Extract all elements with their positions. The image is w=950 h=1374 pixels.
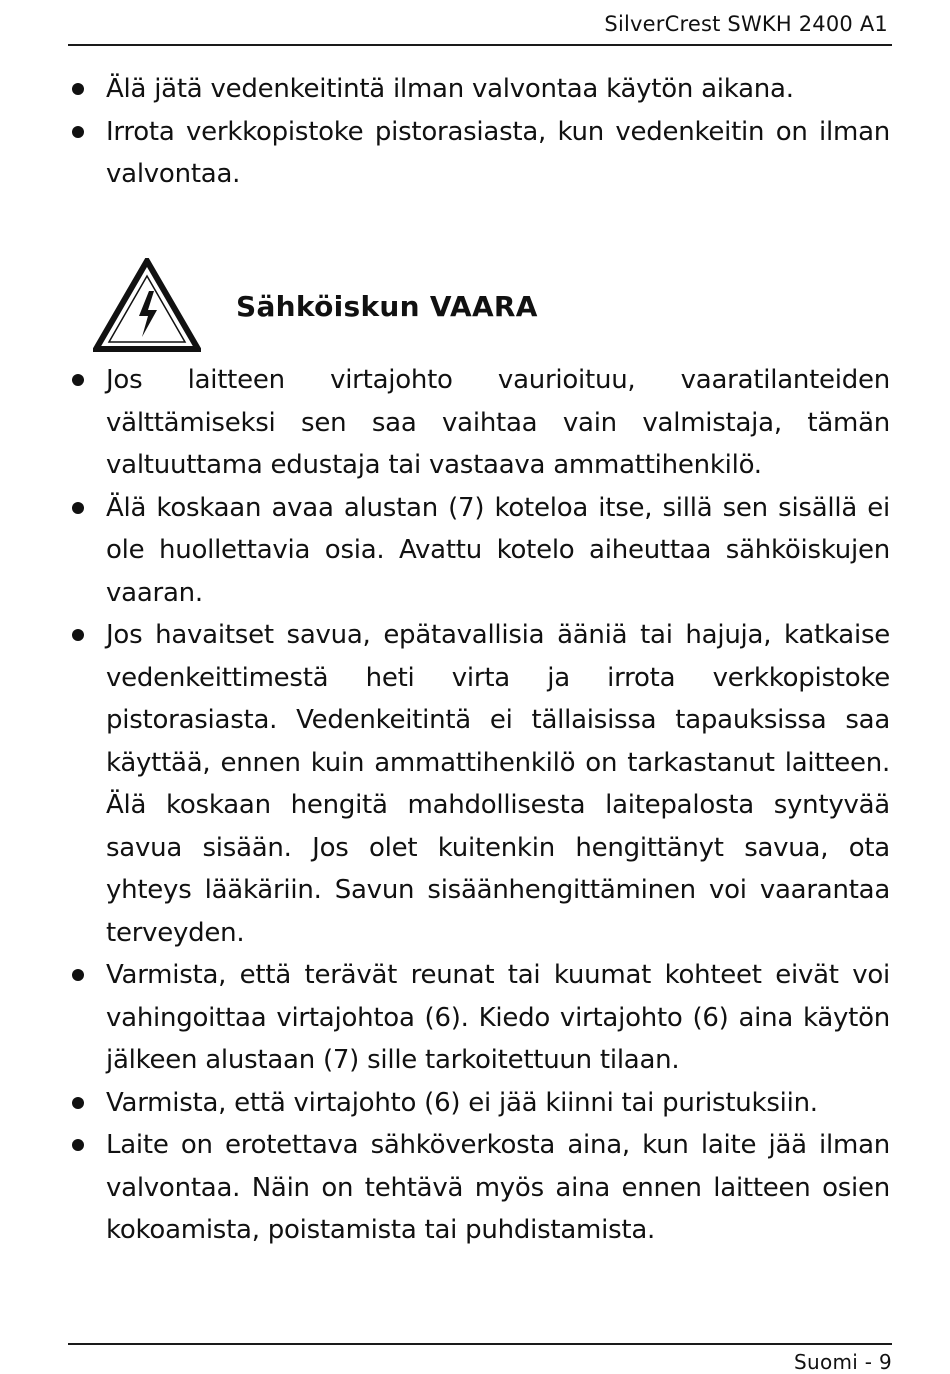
list-item [106, 1124, 890, 1252]
list-item [106, 614, 890, 954]
bullet-icon [72, 1139, 84, 1151]
electric-shock-warning-icon [93, 258, 201, 352]
list-item-text: Laite on erotettava sähköverkosta aina, kun laite jää ilman valvontaa. Näin on tehtävä myös aina ennen laitteen osien kokoamista, poistamista tai puhdistamista. [106, 1130, 890, 1245]
bullet-icon [72, 969, 84, 981]
bullet-icon [72, 502, 84, 514]
list-item-text: Älä jätä vedenkeitintä ilman valvontaa käytön aikana. [106, 74, 794, 104]
bullet-icon [72, 374, 84, 386]
bullet-icon [72, 126, 84, 138]
list-item-text: Irrota verkkopistoke pistorasiasta, kun vedenkeitin on ilman valvontaa. [106, 116, 890, 189]
list-item [106, 359, 890, 487]
list-item [106, 111, 890, 196]
intro-bullet-list [106, 68, 890, 196]
list-item-text: Älä koskaan avaa alustan (7) koteloa itse, sillä sen sisällä ei ole huollettavia osia. Avattu kotelo aiheuttaa sähköiskujen vaaran. [106, 492, 890, 608]
page-number: Suomi - 9 [793, 1350, 892, 1374]
header-divider [68, 44, 892, 46]
list-item [106, 954, 890, 1082]
footer-divider [68, 1343, 892, 1345]
list-item [106, 68, 890, 111]
bullet-icon [72, 83, 84, 95]
bullet-icon [72, 1097, 84, 1109]
warning-bullet-list [106, 359, 890, 1252]
list-item-text: Jos havaitset savua, epätavallisia ääniä tai hajuja, katkaise vedenkeittimestä heti virta ja irrota verkkopistoke pistorasiasta. Vedenkeitintä ei tällaisissa tapauksissa saa käyttää, ennen kuin ammattihenkilö on tarkastanut laitteen. Älä koskaan hengitä mahdollisesta laitepalosta syntyvää savua sisään. Jos olet kuitenkin hengittänyt savua, ota yhteys lääkäriin. Savun sisäänhengittäminen voi vaarantaa terveyden. [106, 620, 890, 948]
list-item-text: Varmista, että terävät reunat tai kuumat kohteet eivät voi vahingoittaa virtajohtoa (6). Kiedo virtajohto (6) aina käytön jälkeen alustaan (7) sille tarkoitettuun tilaan. [106, 960, 890, 1075]
warning-heading: Sähköiskun VAARA [236, 290, 538, 323]
list-item-text: Varmista, että virtajohto (6) ei jää kiinni tai puristuksiin. [106, 1087, 818, 1118]
list-item [106, 487, 890, 615]
bullet-icon [72, 629, 84, 641]
document-header-title: SilverCrest SWKH 2400 A1 [604, 12, 888, 36]
list-item-text: Jos laitteen virtajohto vaurioituu, vaaratilanteiden välttämiseksi sen saa vaihtaa vain valmistaja, tämän valtuuttama edustaja tai vastaava ammattihenkilö. [106, 365, 890, 480]
list-item [106, 1082, 890, 1125]
